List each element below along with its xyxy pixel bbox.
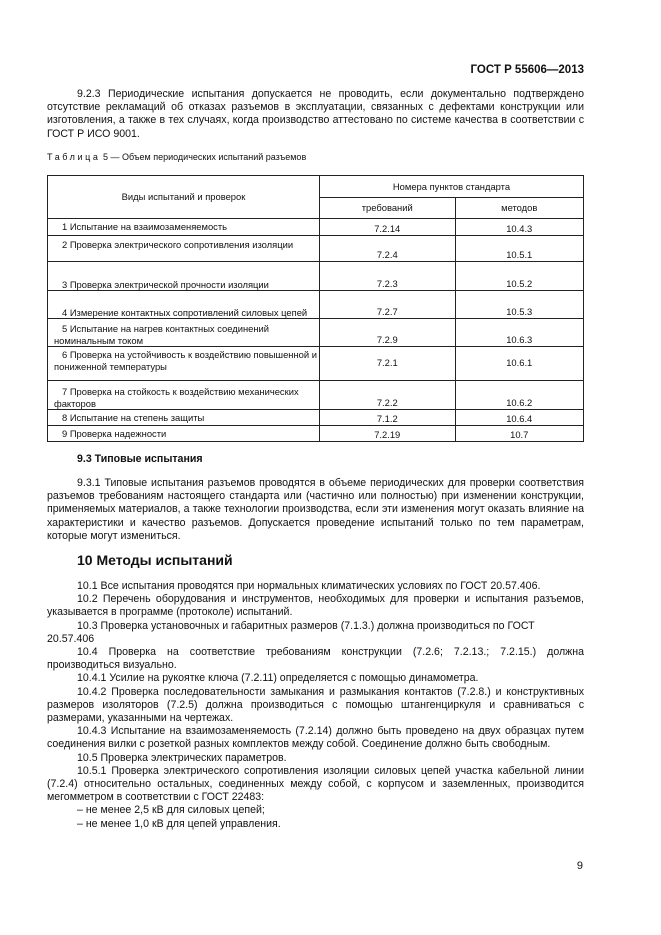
row-met: 10.4.3 <box>455 219 584 236</box>
row-name: 3 Проверка электрической прочности изоляции <box>48 262 320 291</box>
table-row <box>48 219 584 236</box>
row-name: 6 Проверка на устойчивость к воздействию повышенной и пониженной температуры <box>48 347 320 381</box>
paragraph-text: 9.2.3 Периодические испытания допускается не проводить, если документально подтверждено отсутствие рекламаций об отказах разъемов в эксплуатации, связанных с дефектами конструкции или изготовления, а также в тех случаях, когда производство аттестовано по системе качества в соответствии с ГОСТ Р ИСО 9001. <box>47 88 584 140</box>
row-name: 1 Испытание на взаимозаменяемость <box>48 219 320 236</box>
row-met: 10.7 <box>455 426 584 442</box>
page-number: 9 <box>576 860 583 872</box>
row-met: 10.6.3 <box>455 319 584 347</box>
paragraph-10-4: 10.4 Проверка на соответствие требованиям конструкции (7.2.6; 7.2.13.; 7.2.15.) должна производиться визуально. <box>47 646 584 672</box>
list-item: – не менее 1,0 кВ для цепей управления. <box>77 817 281 830</box>
row-req: 7.2.14 <box>320 219 456 236</box>
table-row <box>48 381 584 410</box>
row-met: 10.6.4 <box>455 410 584 426</box>
paragraph-10-2: 10.2 Перечень оборудования и инструментов, необходимых для проверки и испытания разъемов, указывается в программе (протоколе) испытаний. <box>47 593 584 619</box>
paragraph-10-1: 10.1 Все испытания проводятся при нормальных климатических условиях по ГОСТ 20.57.406. <box>77 580 541 592</box>
paragraph-10-3: 10.3 Проверка установочных и габаритных размеров (7.1.3.) должна производиться по ГОСТ <box>77 619 535 632</box>
row-req: 7.2.3 <box>320 262 456 291</box>
table-5 <box>47 175 584 442</box>
paragraph-text: 9.3.1 Типовые испытания разъемов проводятся в объеме периодических для проверки соответствия разъемов требованиям настоящего стандарта или (частично или полностью) при изменении конструкции, применяемых материалов, а также технологии производства, если эти изменения могут оказать влияние на характеристики и качество разъемов. Допускается проведение испытаний только по тем параметрам, которые могут измениться. <box>47 477 584 542</box>
table-caption-word: Таблица <box>47 152 101 162</box>
row-req: 7.2.4 <box>320 236 456 262</box>
row-met: 10.5.3 <box>455 291 584 319</box>
table-row <box>48 236 584 262</box>
row-met: 10.6.1 <box>455 347 584 381</box>
paragraph-9-2-3 <box>47 88 584 141</box>
table-row <box>48 347 584 381</box>
row-name: 4 Измерение контактных сопротивлений силовых цепей <box>48 291 320 319</box>
row-name: 2 Проверка электрического сопротивления изоляции <box>48 236 320 262</box>
section-heading-10: 10 Методы испытаний <box>77 552 233 568</box>
row-name: 9 Проверка надежности <box>48 426 320 442</box>
table-row <box>48 262 584 291</box>
row-met: 10.6.2 <box>455 381 584 410</box>
header-methods: методов <box>455 197 584 219</box>
table-caption-text: 5 — Объем периодических испытаний разъемов <box>103 152 307 162</box>
row-req: 7.1.2 <box>320 410 456 426</box>
row-name: 7 Проверка на стойкость к воздействию механических факторов <box>48 381 320 410</box>
row-req: 7.2.7 <box>320 291 456 319</box>
section-10-body <box>47 580 584 831</box>
section-heading-9-3: 9.3 Типовые испытания <box>77 453 203 465</box>
table-caption <box>47 152 306 162</box>
header-requirements: требований <box>320 197 456 219</box>
header-test-types: Виды испытаний и проверок <box>48 176 320 219</box>
row-met: 10.5.2 <box>455 262 584 291</box>
table-row <box>48 410 584 426</box>
table-row <box>48 426 584 442</box>
header-standard-clauses: Номера пунктов стандарта <box>320 176 584 198</box>
row-req: 7.2.1 <box>320 347 456 381</box>
document-header-standard: ГОСТ Р 55606—2013 <box>470 64 584 76</box>
paragraph-10-4-3: 10.4.3 Испытание на взаимозаменяемость (7.2.14) должно быть проведено на двух образцах путем соединения вилки с розеткой разных комплектов между собой. Соединение должно быть свободным. <box>47 725 584 751</box>
table-row <box>48 319 584 347</box>
paragraph-10-4-2: 10.4.2 Проверка последовательности замыкания и размыкания контактов (7.2.8.) и конструктивных размеров изоляторов (7.2.5) должна производиться с помощью штангенциркуля и сравниваться с размерами, указанными на чертежах. <box>47 685 584 725</box>
paragraph-10-5-1: 10.5.1 Проверка электрического сопротивления изоляции силовых цепей участка кабельной линии (7.2.4) относительно остальных, соединенных между собой, с корпусом и заземленных, производится мегомметром в соответствии с ГОСТ 22483: <box>47 764 584 804</box>
row-req: 7.2.19 <box>320 426 456 442</box>
row-req: 7.2.2 <box>320 381 456 410</box>
paragraph-9-3-1 <box>47 477 584 543</box>
paragraph-10-5: 10.5 Проверка электрических параметров. <box>77 751 287 764</box>
row-req: 7.2.9 <box>320 319 456 347</box>
table-row <box>48 291 584 319</box>
row-name: 5 Испытание на нагрев контактных соединений номинальным током <box>48 319 320 347</box>
list-item: – не менее 2,5 кВ для силовых цепей; <box>77 804 265 817</box>
row-met: 10.5.1 <box>455 236 584 262</box>
row-name: 8 Испытание на степень защиты <box>48 410 320 426</box>
paragraph-10-4-1: 10.4.1 Усилие на рукоятке ключа (7.2.11) определяется с помощью динамометра. <box>77 672 479 685</box>
paragraph-10-3-continued: 20.57.406 <box>47 632 95 645</box>
